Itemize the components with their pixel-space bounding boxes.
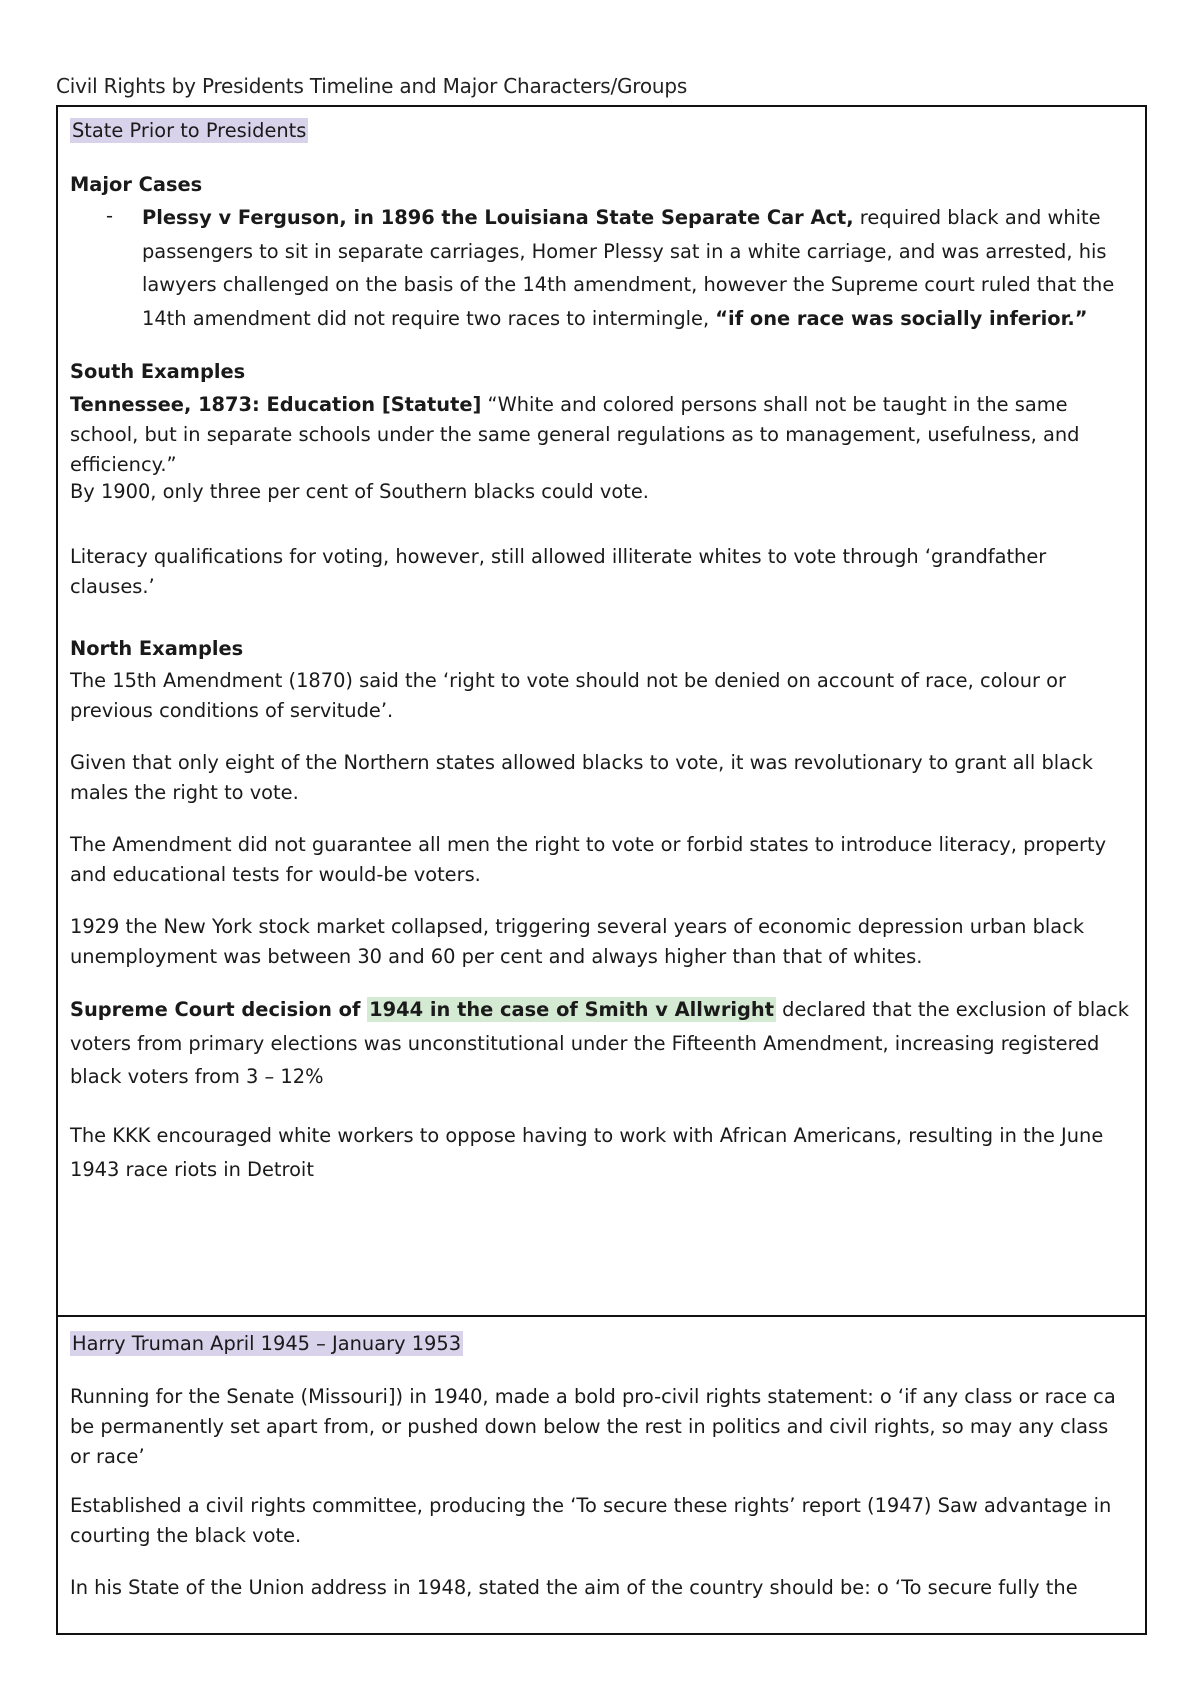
amendment-limits-paragraph: The Amendment did not guarantee all men the right to vote or forbid states to introduce literacy, property and educational tests for would-be voters. <box>70 833 1107 886</box>
section-tag <box>70 116 1133 146</box>
smith-lead: Supreme Court decision of <box>70 998 368 1021</box>
northern-states-paragraph: Given that only eight of the Northern states allowed blacks to vote, it was revolutionary to grant all black males the right to vote. <box>70 751 1093 804</box>
south-examples-heading: South Examples <box>70 360 246 383</box>
plessy-body: required black and white passengers to sit in separate carriages, Homer Plessy sat in a white carriage, and was arrested, his lawyers challenged on the basis of the 14th amendment, however the Supreme court ruled that the 14th amendment did not require two races to intermingle, <box>142 206 1115 330</box>
committee-paragraph: Established a civil rights committee, producing the ‘To secure these rights’ report (1947) Saw advantage in courting the black vote. <box>70 1494 1112 1547</box>
smith-body: declared that the exclusion of black voters from primary elections was unconstitutional under the Fifteenth Amendment, increasing registered black voters from 3 – 12% <box>70 998 1129 1088</box>
north-examples-heading: North Examples <box>70 637 244 660</box>
literacy-paragraph: Literacy qualifications for voting, however, still allowed illiterate whites to vote through ‘grandfather clauses.’ <box>70 545 1047 598</box>
vote-1900-paragraph: By 1900, only three per cent of Southern blacks could vote. <box>70 480 649 503</box>
smith-paragraph <box>70 993 1133 1094</box>
kkk-paragraph: The KKK encouraged white workers to oppose having to work with African Americans, resulting in the June 1943 race riots in Detroit <box>70 1124 1104 1181</box>
tennessee-lead: Tennessee, 1873: Education [Statute] <box>70 393 482 416</box>
depression-paragraph: 1929 the New York stock market collapsed, triggering several years of economic depression urban black unemployment was between 30 and 60 per cent and always higher than that of whites. <box>70 915 1085 968</box>
plessy-text <box>142 201 1133 335</box>
section-tag-text: State Prior to Presidents <box>72 119 307 142</box>
plessy-lead: Plessy v Ferguson, in 1896 the Louisiana State Separate Car Act, <box>142 206 854 229</box>
section-truman <box>58 1319 1145 1633</box>
state-of-union-paragraph: In his State of the Union address in 1948, stated the aim of the country should be: o ‘To secure fully the <box>70 1576 1078 1599</box>
tennessee-paragraph <box>70 390 1133 480</box>
section-tag-text: Harry Truman April 1945 – January 1953 <box>72 1332 462 1355</box>
amendment15-paragraph: The 15th Amendment (1870) said the ‘right to vote should not be denied on account of race, colour or previous conditions of servitude’. <box>70 669 1066 722</box>
bullet-dash: - <box>106 204 113 227</box>
section-tag <box>70 1329 1133 1359</box>
timeline-table <box>56 105 1147 1635</box>
senate-paragraph: Running for the Senate (Missouri]) in 1940, made a bold pro-civil rights statement: o ‘if any class or race ca be permanently set apart from, or pushed down below the rest in politics and civil rights, so may any class or race’ <box>70 1385 1116 1468</box>
page-title: Civil Rights by Presidents Timeline and Major Characters/Groups <box>56 74 688 98</box>
plessy-quote: “if one race was socially inferior.” <box>715 306 1088 330</box>
section-state-prior <box>58 107 1145 1317</box>
tennessee-body: “White and colored persons shall not be taught in the same school, but in separate schools under the same general regulations as to management, usefulness, and efficiency.” <box>70 393 1080 476</box>
smith-case-highlight: 1944 in the case of Smith v Allwright <box>369 998 774 1021</box>
major-cases-heading: Major Cases <box>70 173 203 196</box>
